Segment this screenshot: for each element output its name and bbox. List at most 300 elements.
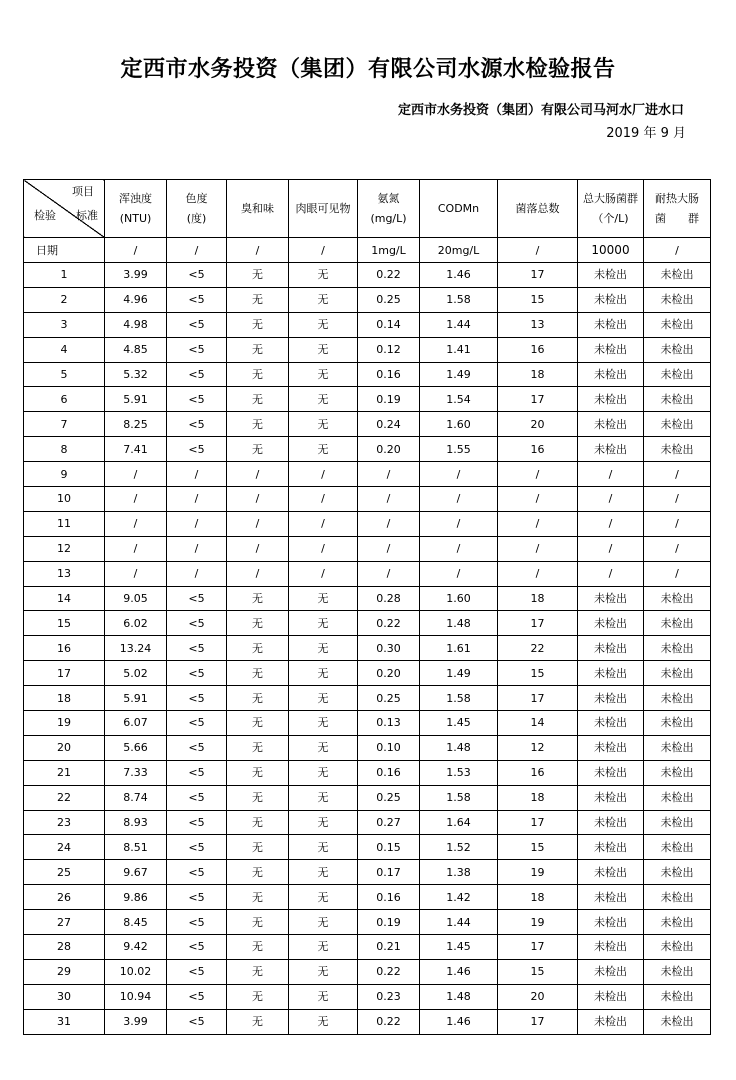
value-cell: 无 — [289, 760, 358, 785]
value-cell: <5 — [167, 984, 227, 1009]
value-cell: 未检出 — [644, 1009, 711, 1034]
value-cell: 未检出 — [644, 785, 711, 810]
day-cell: 29 — [24, 959, 105, 984]
value-cell: 未检出 — [578, 835, 644, 860]
value-cell: 无 — [289, 711, 358, 736]
value-cell: 无 — [289, 437, 358, 462]
value-cell: 未检出 — [644, 984, 711, 1009]
value-cell: / — [644, 487, 711, 512]
value-cell: 10.94 — [105, 984, 167, 1009]
value-cell: 未检出 — [578, 735, 644, 760]
day-cell: 18 — [24, 686, 105, 711]
value-cell: 未检出 — [578, 910, 644, 935]
value-cell: 无 — [289, 810, 358, 835]
value-cell: <5 — [167, 636, 227, 661]
value-cell: 15 — [498, 287, 578, 312]
value-cell: 无 — [227, 636, 289, 661]
column-header-line2: （个/L) — [592, 211, 629, 225]
value-cell: 10.02 — [105, 959, 167, 984]
value-cell: 5.32 — [105, 362, 167, 387]
value-cell: 未检出 — [578, 636, 644, 661]
value-cell: 17 — [498, 387, 578, 412]
column-header-line1: 臭和味 — [241, 201, 274, 215]
value-cell: 无 — [289, 412, 358, 437]
value-cell: 无 — [227, 785, 289, 810]
report-title: 定西市水务投资（集团）有限公司水源水检验报告 — [120, 57, 616, 82]
value-cell: 17 — [498, 263, 578, 288]
day-cell: 7 — [24, 412, 105, 437]
value-cell: / — [578, 462, 644, 487]
value-cell: 6.07 — [105, 711, 167, 736]
value-cell: 15 — [498, 959, 578, 984]
table-row — [24, 760, 711, 785]
value-cell: 无 — [227, 437, 289, 462]
day-cell: 23 — [24, 810, 105, 835]
value-cell: 无 — [289, 984, 358, 1009]
value-cell: 0.27 — [358, 810, 420, 835]
value-cell: 1.48 — [420, 611, 498, 636]
value-cell: 无 — [289, 287, 358, 312]
column-header-5 — [420, 180, 498, 238]
value-cell: 15 — [498, 835, 578, 860]
value-cell: 9.86 — [105, 885, 167, 910]
value-cell: 17 — [498, 935, 578, 960]
value-cell: 13.24 — [105, 636, 167, 661]
value-cell: 17 — [498, 810, 578, 835]
value-cell: <5 — [167, 935, 227, 960]
value-cell: 未检出 — [644, 810, 711, 835]
value-cell: <5 — [167, 611, 227, 636]
corner-cell — [24, 180, 105, 238]
value-cell: 3.99 — [105, 263, 167, 288]
value-cell: / — [227, 487, 289, 512]
value-cell: / — [644, 561, 711, 586]
table-row — [24, 437, 711, 462]
value-cell: 1.44 — [420, 910, 498, 935]
corner-item-label: 项目 — [72, 185, 94, 198]
column-header-line1: 浑浊度 — [119, 192, 152, 206]
table-row — [24, 462, 711, 487]
day-cell: 30 — [24, 984, 105, 1009]
value-cell: <5 — [167, 362, 227, 387]
table-row — [24, 860, 711, 885]
day-cell: 16 — [24, 636, 105, 661]
value-cell: / — [167, 462, 227, 487]
value-cell: 4.96 — [105, 287, 167, 312]
value-cell: <5 — [167, 785, 227, 810]
value-cell: 1.45 — [420, 935, 498, 960]
value-cell: 5.91 — [105, 387, 167, 412]
table-row — [24, 711, 711, 736]
value-cell: 无 — [289, 885, 358, 910]
table-row — [24, 735, 711, 760]
value-cell: <5 — [167, 860, 227, 885]
value-cell: 0.25 — [358, 785, 420, 810]
value-cell: 15 — [498, 661, 578, 686]
value-cell: 1.49 — [420, 661, 498, 686]
value-cell: 未检出 — [578, 959, 644, 984]
value-cell: 1.55 — [420, 437, 498, 462]
corner-day-label: 日期 — [24, 238, 105, 263]
table-row — [24, 561, 711, 586]
value-cell: 未检出 — [644, 959, 711, 984]
value-cell: 0.12 — [358, 337, 420, 362]
standard-cell: 1mg/L — [358, 238, 420, 263]
value-cell: 未检出 — [578, 785, 644, 810]
column-header-line1: CODMn — [437, 201, 480, 215]
value-cell: / — [289, 462, 358, 487]
value-cell: 1.46 — [420, 1009, 498, 1034]
value-cell: 未检出 — [644, 287, 711, 312]
table-row — [24, 984, 711, 1009]
value-cell: 18 — [498, 362, 578, 387]
value-cell: 5.66 — [105, 735, 167, 760]
standard-cell: / — [644, 238, 711, 263]
value-cell: 未检出 — [578, 1009, 644, 1034]
value-cell: 未检出 — [578, 860, 644, 885]
value-cell: 无 — [227, 362, 289, 387]
value-cell: 无 — [289, 263, 358, 288]
value-cell: 无 — [227, 810, 289, 835]
value-cell: 0.17 — [358, 860, 420, 885]
table-row — [24, 885, 711, 910]
value-cell: 未检出 — [578, 437, 644, 462]
standard-cell: / — [498, 238, 578, 263]
value-cell: 9.42 — [105, 935, 167, 960]
value-cell: 18 — [498, 885, 578, 910]
value-cell: 17 — [498, 1009, 578, 1034]
value-cell: 1.60 — [420, 586, 498, 611]
value-cell: 无 — [227, 910, 289, 935]
value-cell: 1.44 — [420, 312, 498, 337]
day-cell: 19 — [24, 711, 105, 736]
value-cell: 0.22 — [358, 263, 420, 288]
value-cell: 无 — [227, 686, 289, 711]
day-cell: 21 — [24, 760, 105, 785]
value-cell: 无 — [289, 586, 358, 611]
day-cell: 9 — [24, 462, 105, 487]
value-cell: / — [498, 487, 578, 512]
value-cell: <5 — [167, 810, 227, 835]
column-header-line1: 肉眼可见物 — [295, 201, 351, 215]
value-cell: 无 — [289, 910, 358, 935]
value-cell: / — [578, 561, 644, 586]
value-cell: 22 — [498, 636, 578, 661]
water-quality-table — [23, 179, 711, 1035]
value-cell: 无 — [227, 586, 289, 611]
column-header-3 — [289, 180, 358, 238]
standard-cell: 20mg/L — [420, 238, 498, 263]
value-cell: / — [105, 462, 167, 487]
value-cell: 未检出 — [578, 337, 644, 362]
value-cell: 17 — [498, 686, 578, 711]
value-cell: / — [578, 536, 644, 561]
value-cell: 0.28 — [358, 586, 420, 611]
value-cell: 1.53 — [420, 760, 498, 785]
value-cell: 1.46 — [420, 263, 498, 288]
value-cell: 1.60 — [420, 412, 498, 437]
value-cell: 无 — [227, 711, 289, 736]
value-cell: <5 — [167, 835, 227, 860]
value-cell: 无 — [227, 312, 289, 337]
value-cell: 16 — [498, 437, 578, 462]
value-cell: 无 — [289, 312, 358, 337]
day-cell: 8 — [24, 437, 105, 462]
day-cell: 1 — [24, 263, 105, 288]
value-cell: <5 — [167, 885, 227, 910]
value-cell: / — [420, 536, 498, 561]
value-cell: 未检出 — [644, 337, 711, 362]
value-cell: / — [644, 536, 711, 561]
value-cell: 1.49 — [420, 362, 498, 387]
value-cell: 0.10 — [358, 735, 420, 760]
value-cell: 无 — [289, 611, 358, 636]
value-cell: 0.21 — [358, 935, 420, 960]
value-cell: 未检出 — [644, 636, 711, 661]
column-header-line1: 菌落总数 — [515, 201, 560, 215]
value-cell: <5 — [167, 1009, 227, 1034]
day-cell: 5 — [24, 362, 105, 387]
value-cell: 未检出 — [644, 312, 711, 337]
value-cell: 17 — [498, 611, 578, 636]
value-cell: 无 — [227, 1009, 289, 1034]
value-cell: 0.22 — [358, 1009, 420, 1034]
value-cell: <5 — [167, 412, 227, 437]
column-header-8 — [644, 180, 711, 238]
day-cell: 22 — [24, 785, 105, 810]
day-cell: 26 — [24, 885, 105, 910]
value-cell: <5 — [167, 661, 227, 686]
table-row — [24, 785, 711, 810]
value-cell: / — [644, 511, 711, 536]
value-cell: / — [167, 487, 227, 512]
value-cell: 1.42 — [420, 885, 498, 910]
value-cell: 1.58 — [420, 287, 498, 312]
value-cell: 1.41 — [420, 337, 498, 362]
value-cell: 0.25 — [358, 287, 420, 312]
value-cell: 0.13 — [358, 711, 420, 736]
value-cell: 未检出 — [644, 735, 711, 760]
value-cell: 8.45 — [105, 910, 167, 935]
value-cell: 无 — [289, 636, 358, 661]
value-cell: 1.58 — [420, 686, 498, 711]
value-cell: 无 — [289, 686, 358, 711]
value-cell: / — [358, 462, 420, 487]
value-cell: 未检出 — [644, 835, 711, 860]
report-subtitle: 定西市水务投资（集团）有限公司马河水厂进水口 — [397, 103, 684, 118]
table-row — [24, 810, 711, 835]
table-row — [24, 661, 711, 686]
table-row — [24, 935, 711, 960]
column-header-line1: 色度 — [185, 192, 208, 206]
column-header-line1: 耐热大肠 — [655, 192, 699, 206]
value-cell: 0.20 — [358, 661, 420, 686]
value-cell: 1.52 — [420, 835, 498, 860]
value-cell: 0.19 — [358, 387, 420, 412]
value-cell: 0.20 — [358, 437, 420, 462]
value-cell: 无 — [289, 835, 358, 860]
value-cell: / — [420, 561, 498, 586]
value-cell: 0.23 — [358, 984, 420, 1009]
value-cell: / — [227, 536, 289, 561]
value-cell: 8.51 — [105, 835, 167, 860]
value-cell: 0.14 — [358, 312, 420, 337]
value-cell: 0.16 — [358, 885, 420, 910]
table-row — [24, 835, 711, 860]
column-header-6 — [498, 180, 578, 238]
value-cell: 无 — [227, 935, 289, 960]
value-cell: 19 — [498, 910, 578, 935]
value-cell: 无 — [289, 661, 358, 686]
value-cell: 12 — [498, 735, 578, 760]
value-cell: 19 — [498, 860, 578, 885]
day-cell: 28 — [24, 935, 105, 960]
day-cell: 15 — [24, 611, 105, 636]
value-cell: / — [420, 511, 498, 536]
day-cell: 6 — [24, 387, 105, 412]
value-cell: <5 — [167, 735, 227, 760]
day-cell: 3 — [24, 312, 105, 337]
value-cell: / — [105, 511, 167, 536]
value-cell: 未检出 — [644, 661, 711, 686]
value-cell: 9.05 — [105, 586, 167, 611]
value-cell: 1.38 — [420, 860, 498, 885]
table-row — [24, 611, 711, 636]
value-cell: 1.48 — [420, 735, 498, 760]
value-cell: / — [578, 487, 644, 512]
value-cell: 无 — [289, 1009, 358, 1034]
value-cell: / — [167, 511, 227, 536]
day-cell: 27 — [24, 910, 105, 935]
value-cell: 1.46 — [420, 959, 498, 984]
value-cell: 0.24 — [358, 412, 420, 437]
standard-cell: / — [227, 238, 289, 263]
value-cell: 无 — [289, 362, 358, 387]
value-cell: 0.25 — [358, 686, 420, 711]
value-cell: 无 — [289, 735, 358, 760]
header-row — [24, 180, 711, 238]
value-cell: 0.16 — [358, 760, 420, 785]
column-header-1 — [167, 180, 227, 238]
value-cell: 未检出 — [578, 810, 644, 835]
value-cell: 8.25 — [105, 412, 167, 437]
value-cell: 无 — [289, 935, 358, 960]
value-cell: 20 — [498, 412, 578, 437]
table-row — [24, 387, 711, 412]
corner-test-label: 检验 — [34, 209, 56, 222]
value-cell: 未检出 — [578, 586, 644, 611]
value-cell: <5 — [167, 312, 227, 337]
column-header-line1: 总大肠菌群 — [583, 192, 638, 206]
value-cell: 未检出 — [578, 885, 644, 910]
value-cell: 未检出 — [644, 910, 711, 935]
standard-cell: 10000 — [578, 238, 644, 263]
table-row — [24, 287, 711, 312]
value-cell: 18 — [498, 785, 578, 810]
value-cell: / — [167, 536, 227, 561]
value-cell: 7.33 — [105, 760, 167, 785]
value-cell: 未检出 — [578, 935, 644, 960]
table-row — [24, 337, 711, 362]
value-cell: 未检出 — [644, 586, 711, 611]
standards-row — [24, 238, 711, 263]
value-cell: 未检出 — [644, 885, 711, 910]
column-header-line2: 菌 群 — [655, 211, 699, 225]
table-row — [24, 362, 711, 387]
column-header-7 — [578, 180, 644, 238]
value-cell: 未检出 — [578, 263, 644, 288]
value-cell: <5 — [167, 711, 227, 736]
value-cell: / — [289, 536, 358, 561]
value-cell: / — [227, 462, 289, 487]
standard-cell: / — [289, 238, 358, 263]
table-row — [24, 586, 711, 611]
value-cell: / — [498, 462, 578, 487]
value-cell: / — [167, 561, 227, 586]
value-cell: 无 — [227, 412, 289, 437]
column-header-line2: (NTU) — [119, 211, 152, 225]
value-cell: 5.02 — [105, 661, 167, 686]
value-cell: 未检出 — [578, 711, 644, 736]
value-cell: 未检出 — [644, 860, 711, 885]
value-cell: 未检出 — [644, 686, 711, 711]
day-cell: 17 — [24, 661, 105, 686]
value-cell: 无 — [227, 760, 289, 785]
value-cell: / — [289, 487, 358, 512]
standard-cell: / — [167, 238, 227, 263]
value-cell: 4.98 — [105, 312, 167, 337]
value-cell: 未检出 — [578, 686, 644, 711]
value-cell: 未检出 — [644, 437, 711, 462]
value-cell: <5 — [167, 686, 227, 711]
day-cell: 12 — [24, 536, 105, 561]
value-cell: 1.48 — [420, 984, 498, 1009]
value-cell: 1.54 — [420, 387, 498, 412]
value-cell: <5 — [167, 586, 227, 611]
value-cell: 未检出 — [644, 611, 711, 636]
value-cell: 无 — [227, 263, 289, 288]
value-cell: 未检出 — [644, 263, 711, 288]
column-header-0 — [105, 180, 167, 238]
value-cell: <5 — [167, 760, 227, 785]
day-cell: 10 — [24, 487, 105, 512]
value-cell: 3.99 — [105, 1009, 167, 1034]
value-cell: 16 — [498, 760, 578, 785]
table-row — [24, 412, 711, 437]
value-cell: / — [105, 536, 167, 561]
table-body — [24, 180, 711, 1035]
value-cell: 14 — [498, 711, 578, 736]
value-cell: 1.58 — [420, 785, 498, 810]
day-cell: 13 — [24, 561, 105, 586]
table-row — [24, 312, 711, 337]
value-cell: / — [498, 561, 578, 586]
value-cell: 0.16 — [358, 362, 420, 387]
value-cell: 无 — [227, 735, 289, 760]
report-date: 2019 年 9 月 — [606, 126, 686, 141]
value-cell: / — [420, 462, 498, 487]
value-cell: 0.19 — [358, 910, 420, 935]
value-cell: 无 — [227, 984, 289, 1009]
value-cell: 9.67 — [105, 860, 167, 885]
value-cell: <5 — [167, 959, 227, 984]
value-cell: 无 — [289, 959, 358, 984]
value-cell: / — [420, 487, 498, 512]
value-cell: / — [578, 511, 644, 536]
value-cell: / — [644, 462, 711, 487]
day-cell: 2 — [24, 287, 105, 312]
value-cell: 未检出 — [578, 611, 644, 636]
